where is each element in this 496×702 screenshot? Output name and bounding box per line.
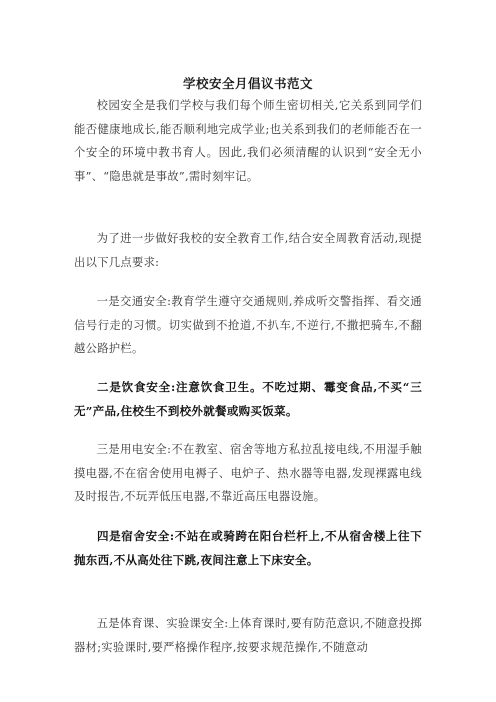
- paragraph-requirements-intro: 为了进一步做好我校的安全教育工作,结合安全周教育活动,现提出以下几点要求:: [74, 232, 422, 269]
- paragraph-electric-safety: 三是用电安全:不在教室、宿舍等地方私拉乱接电线,不用湿手触摸电器,不在宿舍使用电褥子、电炉子、热水器等电器,发现裸露电线及时报告,不玩弄低压电器,不靠近高压电器设施。: [74, 443, 422, 503]
- paragraph-sports-lab-safety: 五是体育课、实验课安全:上体育课时,要有防范意识,不随意投掷器材;实验课时,要严格操作程序,按要求规范操作,不随意动: [74, 617, 422, 654]
- paragraph-dorm-safety: 四是宿舍安全:不站在或骑跨在阳台栏杆上,不从宿舍楼上往下抛东西,不从高处往下跳,夜间注意上下床安全。: [74, 529, 422, 567]
- paragraph-intro: 校园安全是我们学校与我们每个师生密切相关,它关系到同学们能否健康地成长,能否顺利地完成学业;也关系到我们的老师能否在一个安全的环境中教书育人。因此,我们必须清醒的认识到“安全无小事”、“隐患就是事故”,需时刻牢记。: [74, 99, 422, 183]
- paragraph-food-safety: 二是饮食安全:注意饮食卫生。不吃过期、霉变食品,不买“三无”产品,住校生不到校外就餐或购买饭菜。: [74, 380, 422, 418]
- paragraph-traffic-safety: 一是交通安全:教育学生遵守交通规则,养成听交警指挥、看交通信号行走的习惯。切实做到不抢道,不扒车,不逆行,不撒把骑车,不翻越公路护栏。: [74, 295, 422, 355]
- document-title: 学校安全月倡议书范文: [182, 76, 313, 91]
